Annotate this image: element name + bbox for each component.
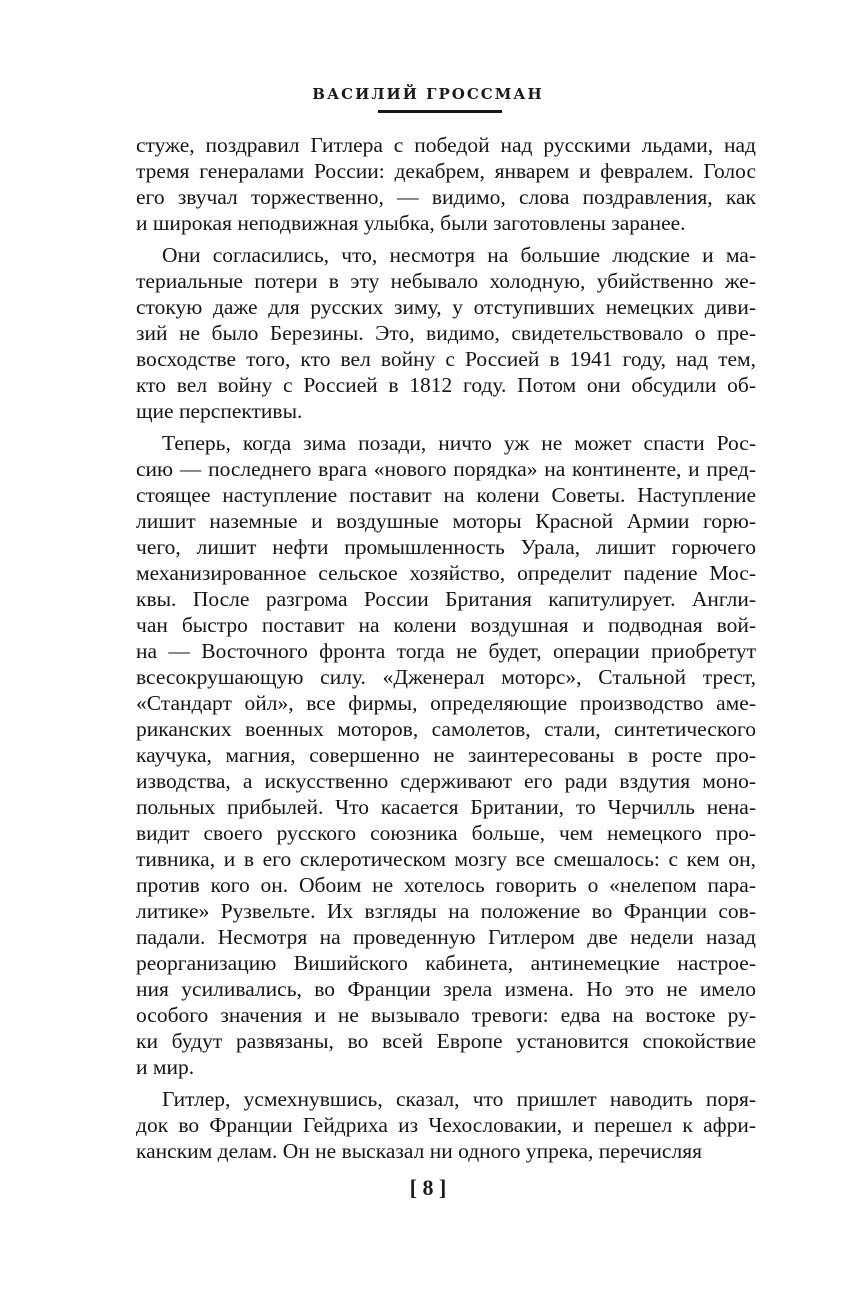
paragraph <box>136 1086 756 1164</box>
text-line: особого значения и не вызывало тревоги: едва на востоке ру- <box>136 1003 756 1027</box>
paragraph <box>136 242 756 424</box>
text-line: восходстве того, кто вел войну с Россией в 1941 году, над тем, <box>136 347 756 371</box>
running-head-title: ВАСИЛИЙ ГРОССМАН <box>312 85 544 103</box>
text-line: лишит наземные и воздушные моторы Красной Армии горю- <box>136 509 756 533</box>
text-line: зий не было Березины. Это, видимо, свидетельствовало о пре- <box>136 321 756 345</box>
text-line: и мир. <box>136 1055 195 1079</box>
text-line: ки будут развязаны, во всей Европе установится спокойствие <box>136 1029 756 1053</box>
text-line: щие перспективы. <box>136 399 303 423</box>
text-line: ния усиливались, во Франции зрела измена. Но это не имело <box>136 977 756 1001</box>
text-line: и широкая неподвижная улыбка, были заготовлены заранее. <box>136 211 686 235</box>
text-line: териальные потери в эту небывало холодную, убийственно же- <box>136 269 756 293</box>
text-line: видит своего русского союзника больше, чем немецкого про- <box>136 821 756 845</box>
text-line: против кого он. Обоим не хотелось говорить о «нелепом пара- <box>136 873 756 897</box>
text-line: тремя генералами России: декабрем, январем и февралем. Голос <box>136 159 756 183</box>
text-line: сию — последнего врага «нового порядка» на континенте, и пред- <box>136 457 756 481</box>
text-line: док во Франции Гейдриха из Чехословакии, и перешел к афри- <box>136 1113 756 1137</box>
text-line: изводства, а искусственно сдерживают его ради вздутия моно- <box>136 769 756 793</box>
text-line: стоящее наступление поставит на колени Советы. Наступление <box>136 483 756 507</box>
paragraph <box>136 132 756 236</box>
text-line: всесокрушающую силу. «Дженерал моторс», Стальной трест, <box>136 665 756 689</box>
text-line: стокую даже для русских зиму, у отступивших немецких диви- <box>136 295 756 319</box>
text-line: чего, лишит нефти промышленность Урала, лишит горючего <box>136 535 756 559</box>
text-line: польных прибылей. Что касается Британии, то Черчилль нена- <box>136 795 756 819</box>
text-line: кто вел войну с Россией в 1812 году. Потом они обсудили об- <box>136 373 756 397</box>
page-number: [ 8 ] <box>409 1175 447 1200</box>
text-line: механизированное сельское хозяйство, определит падение Мос- <box>136 561 756 585</box>
text-line: на — Восточного фронта тогда не будет, операции приобретут <box>136 639 756 663</box>
text-line: канским делам. Он не высказал ни одного упрека, перечисляя <box>136 1139 702 1163</box>
body-text <box>136 132 756 1164</box>
running-header <box>0 84 856 103</box>
text-line: литике» Рузвельте. Их взгляды на положение во Франции сов- <box>136 899 756 923</box>
text-line: Гитлер, усмехнувшись, сказал, что пришлет наводить поря- <box>162 1087 756 1111</box>
text-line: стуже, поздравил Гитлера с победой над русскими льдами, над <box>136 133 756 157</box>
paragraph <box>136 430 756 1080</box>
text-line: квы. После разгрома России Британия капитулирует. Англи- <box>136 587 756 611</box>
text-line: падали. Несмотря на проведенную Гитлером две недели назад <box>136 925 756 949</box>
text-line: тивника, и в его склеротическом мозгу все смешалось: с кем он, <box>136 847 756 871</box>
text-line: Теперь, когда зима позади, ничто уж не может спасти Рос- <box>162 431 756 455</box>
text-line: чан быстро поставит на колени воздушная и подводная вой- <box>136 613 756 637</box>
header-rule <box>378 110 502 113</box>
text-line: реорганизацию Вишийского кабинета, антинемецкие настрое- <box>136 951 756 975</box>
text-line: риканских военных моторов, самолетов, стали, синтетического <box>136 717 756 741</box>
text-line: «Стандарт ойл», все фирмы, определяющие производство аме- <box>136 691 756 715</box>
text-line: каучука, магния, совершенно не заинтересованы в росте про- <box>136 743 756 767</box>
text-line: его звучал торжественно, — видимо, слова поздравления, как <box>136 185 756 209</box>
text-line: Они согласились, что, несмотря на большие людские и ма- <box>162 243 756 267</box>
